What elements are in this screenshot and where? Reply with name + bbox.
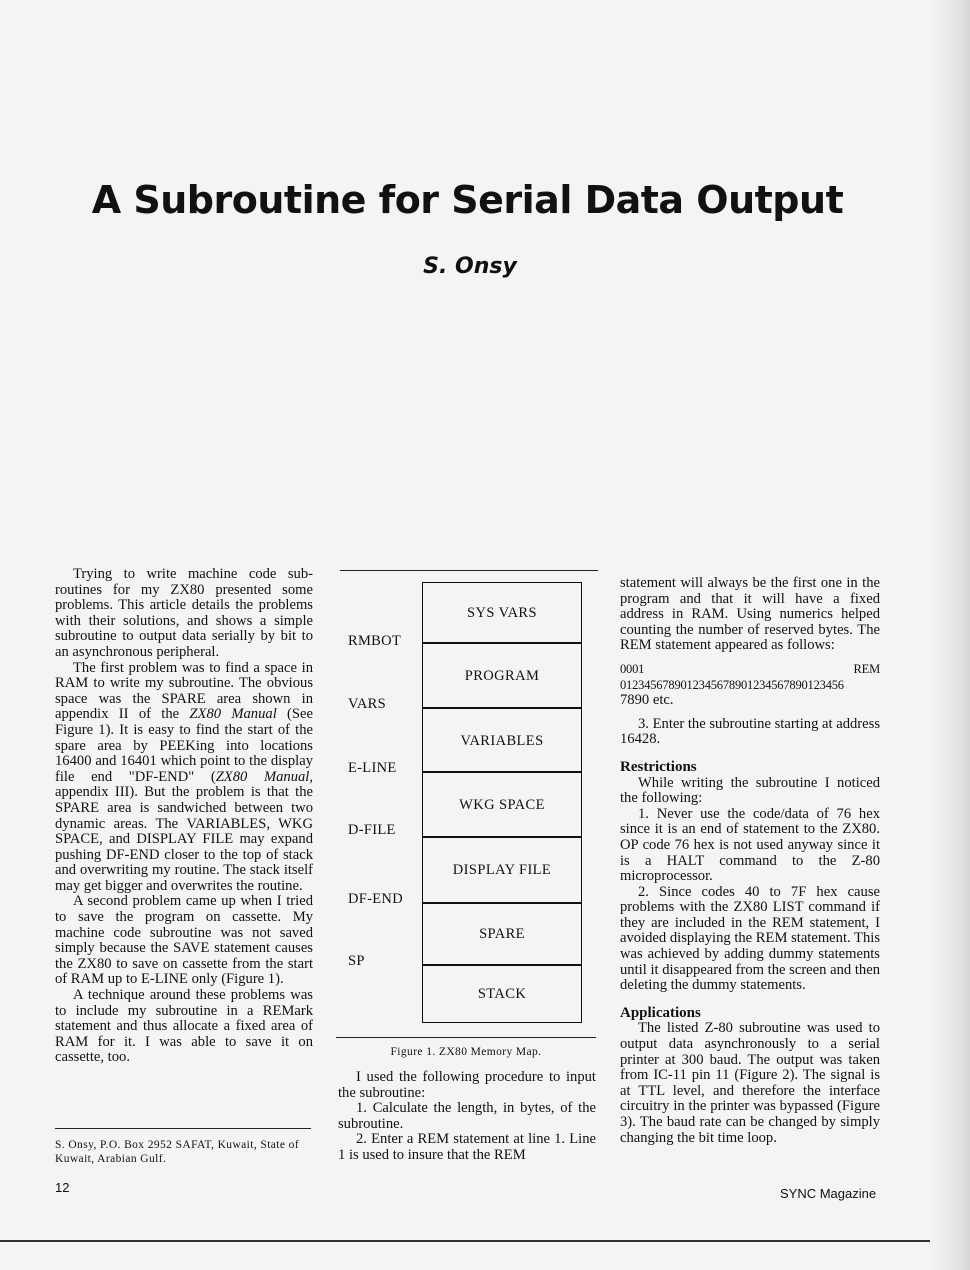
article-author: S. Onsy [423,254,517,279]
paragraph: 2. Enter a REM statement at line 1. Line 1 is used to insure that the REM [338,1131,596,1163]
page-number: 12 [55,1180,70,1195]
paragraph: While writing the subroutine I noticed the following: [620,774,880,807]
memory-label-e-line: E-LINE [348,760,397,776]
author-footnote: S. Onsy, P.O. Box 2952 SAFAT, Kuwait, State of Kuwait, Arabian Gulf. [55,1139,300,1165]
memory-map-diagram [422,582,582,1023]
paragraph: 2. Since codes 40 to 7F hex cause problems with the ZX80 LIST command if they are included in the REM statement, I avoided displaying the REM statement. This was achieved by adding dummy statements until it disappeared from the screen and then deleting the dummy statements. [620,883,880,994]
paragraph: A technique around these problems was to include my subroutine in a REMark statement and thus allocate a fixed area of RAM for it. I was able to save it on cassette, too. [55,987,313,1066]
paragraph: Trying to write machine code sub-routines for my ZX80 presented some problems. This article details the problems with their solutions, and shows a simple subroutine to output data serially by bit to an asynchronous peripheral. [55,566,313,660]
paragraph: The first problem was to find a space in RAM to write my subroutine. The obvious space was the SPARE area shown in appendix II of the ZX80 Manual (See Figure 1). It is easy to find the start of the spare area by PEEKing into locations 16400 and 16401 which point to the display file end "DF-END" (ZX80 Manual, appendix III). But the problem is that the SPARE area is sandwiched between two dynamic areas. The VARIABLES, WKG SPACE, and DISPLAY FILE may expand pushing DF-END closer to the top of stack and overwriting my routine. The stack itself may get bigger and overwrites the routine. [55,659,313,894]
paragraph: statement will always be the first one in the program and that it will have a fixed address in RAM. Using numerics helped counting the number of reserved bytes. The REM statement appeared as follows: [620,575,880,654]
column-1 [55,567,313,1066]
section-heading-restrictions: Restrictions [620,758,697,775]
memory-block-wkg-space: WKG SPACE [459,796,545,813]
paragraph: The listed Z-80 subroutine was used to output data asynchronously to a serial printer at 300 baud. The output was taken from IC-11 pin 11 (Figure 2). The signal is at TTL level, and therefore the interface circuitry in the printer was bypassed (Figure 3). The baud rate can be changed by simply changing the bit time loop. [620,1020,880,1146]
figure-caption: Figure 1. ZX80 Memory Map. [390,1046,542,1058]
paragraph: I used the following procedure to input the subroutine: [338,1069,596,1101]
memory-block-variables: VARIABLES [460,732,544,749]
paragraph: 3. Enter the subroutine starting at address 16428. [620,715,880,748]
article-title: A Subroutine for Serial Data Output [91,178,844,222]
memory-label-sp: SP [348,953,365,969]
paragraph: A second problem came up when I tried to save the program on cassette. My machine code subroutine was not saved simply because the SAVE statement causes the ZX80 to save on cassette from the start of RAM up to E-LINE only (Figure 1). [55,893,313,988]
rem-statement: 0001 REM 0123456789012345678901234567890123456 7890 etc. [620,661,880,709]
magazine-name: SYNC Magazine [780,1186,877,1201]
bottom-rule [0,1240,930,1242]
figure-rule-bottom [336,1037,596,1038]
paragraph: 1. Calculate the length, in bytes, of the subroutine. [338,1100,596,1132]
figure-rule-top [340,570,598,571]
footnote-rule [55,1128,311,1129]
column-3 [620,576,880,1146]
page-edge-shadow [930,0,970,1270]
memory-label-vars: VARS [348,696,387,712]
memory-label-rmbot: RMBOT [348,633,402,649]
memory-block-stack: STACK [477,985,527,1002]
section-heading-applications: Applications [620,1004,701,1021]
memory-block-sys-vars: SYS VARS [467,604,537,621]
memory-block-program: PROGRAM [464,667,540,684]
memory-label-d-file: D-FILE [348,822,396,838]
memory-label-df-end: DF-END [348,891,403,907]
paragraph: 1. Never use the code/data of 76 hex since it is an end of statement to the ZX80. OP code 76 hex is not used anyway since it is a HALT command to the Z-80 microprocessor. [620,805,880,885]
column-2 [338,1070,596,1164]
memory-block-spare: SPARE [479,925,525,942]
memory-block-display-file: DISPLAY FILE [452,861,552,878]
